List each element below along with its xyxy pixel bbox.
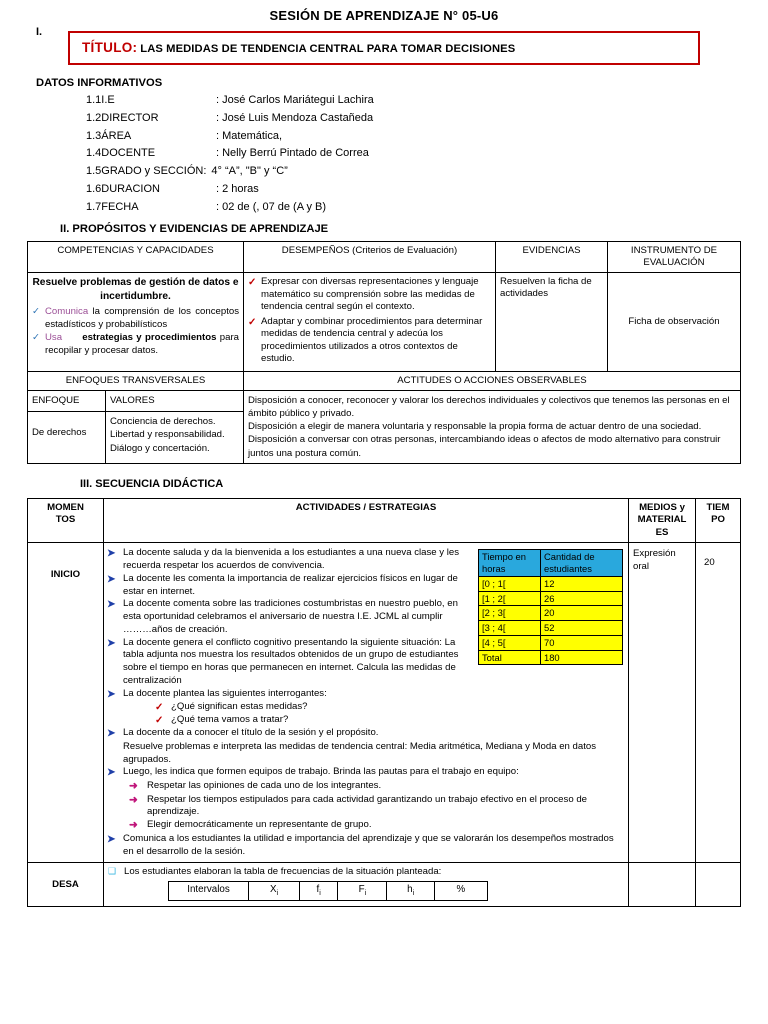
interval-value: 70 <box>541 635 623 650</box>
arrow-right-pink-icon: ➜ <box>129 819 138 832</box>
col-header-enfoques: ENFOQUES TRANSVERSALES <box>27 371 243 390</box>
desempeno-item <box>248 316 491 366</box>
interval-value: 26 <box>541 591 623 606</box>
check-red-icon: ✓ <box>155 715 164 727</box>
col-header-instrumento: INSTRUMENTO DE EVALUACIÓN <box>608 241 741 273</box>
table-row <box>479 576 623 591</box>
titulo-box <box>68 31 700 65</box>
table-row <box>27 390 740 411</box>
table-row <box>479 621 623 636</box>
col-header-actividades: ACTIVIDADES / ESTRATEGIAS <box>104 498 629 542</box>
col-header-cantidad-estudiantes: Cantidad de estudiantes <box>541 550 623 577</box>
datos-key: 1.5GRADO y SECCIÓN: <box>86 165 207 178</box>
activity-text: Comunica a los estudiantes la utilidad e importancia del aprendizaje y que se valorarán los desempeños mostrados en el desarrollo de la sesión. <box>123 832 614 857</box>
datos-row <box>86 110 768 128</box>
datos-value: : Matemática, <box>216 129 283 142</box>
table-row <box>479 606 623 621</box>
blank-frequency-table <box>168 881 488 901</box>
check-red-icon: ✓ <box>248 316 257 328</box>
datos-row <box>86 181 768 199</box>
datos-informativos-list <box>86 92 768 217</box>
cell-momento-inicio: INICIO <box>28 543 104 863</box>
capacidad-lead: Usa <box>45 332 63 344</box>
table-header-row <box>28 498 741 542</box>
datos-informativos-heading: DATOS INFORMATIVOS <box>36 77 163 89</box>
arrow-right-icon: ➤ <box>107 833 116 845</box>
page-title: SESIÓN DE APRENDIZAJE N° 05-U6 <box>269 8 499 23</box>
cell-momento-desa: DESA <box>28 863 104 907</box>
sub-header-enfoque: ENFOQUE <box>27 390 105 411</box>
total-label: Total <box>479 650 541 665</box>
datos-row <box>86 128 768 146</box>
arrow-right-icon: ➤ <box>107 599 116 611</box>
sub-header-valores: VALORES <box>105 390 243 411</box>
activity-item <box>108 866 624 879</box>
capacidad-lead: Comunica <box>45 305 89 317</box>
interval-label: [0 ; 1[ <box>479 576 541 591</box>
desempeno-text: Expresar con diversas representaciones y lenguaje matemático su comprensión sobre las medidas de tendencia central según el contexto. <box>261 276 479 313</box>
frequency-data-table <box>478 549 623 665</box>
datos-row <box>86 199 768 217</box>
datos-value: : 02 de (, 07 de (A y B) <box>216 200 327 213</box>
question-item <box>155 714 623 727</box>
cell-competencias <box>28 273 244 371</box>
cell-medios-desa <box>629 863 696 907</box>
pauta-text: Respetar las opiniones de cada uno de los integrantes. <box>147 779 382 791</box>
question-text: ¿Qué tema vamos a tratar? <box>171 714 289 726</box>
table-header-row <box>28 241 741 273</box>
secuencia-didactica-table <box>27 498 741 907</box>
capacidad-text <box>45 306 239 332</box>
check-red-icon: ✓ <box>248 277 257 289</box>
arrow-right-pink-icon: ➜ <box>129 779 138 792</box>
cell-evidencias: Resuelven la ficha de actividades <box>496 273 608 371</box>
datos-key: 1.7FECHA <box>86 200 139 213</box>
capacidad-item <box>32 306 239 332</box>
arrow-right-icon: ➤ <box>107 728 116 740</box>
cell-valores-value: Conciencia de derechos. Libertad y responsabilidad. Diálogo y concertación. <box>105 412 243 464</box>
table-header-row <box>27 371 740 390</box>
actitud-item: Disposición a elegir de manera voluntaria y responsable la propia forma de actuar dentro de una sociedad. <box>248 421 702 433</box>
interval-label: [4 ; 5[ <box>479 635 541 650</box>
enfoques-table <box>27 371 741 464</box>
section-ii-heading: II. PROPÓSITOS Y EVIDENCIAS DE APRENDIZAJE <box>60 222 329 235</box>
desempeno-text: Adaptar y combinar procedimientos para determinar medidas de tendencia central y adecúa los procedimientos utilizados a otros contextos de estudio. <box>261 315 483 365</box>
activity-text: La docente da a conocer el título de la sesión y el propósito. <box>123 727 379 739</box>
question-text: ¿Qué significan estas medidas? <box>171 700 308 712</box>
datos-value: : José Luis Mendoza Castañeda <box>216 111 374 124</box>
desempeno-item <box>248 276 491 313</box>
capacidad-mid: estrategias y procedimientos <box>82 332 217 344</box>
col-header-medios-l3: ES <box>655 526 669 538</box>
activity-item <box>107 598 470 636</box>
col-header-intervalos: Intervalos <box>169 882 249 901</box>
interval-label: [3 ; 4[ <box>479 621 541 636</box>
check-red-icon: ✓ <box>155 701 164 713</box>
activity-text: Luego, les indica que formen equipos de trabajo. Brinda las pautas para el trabajo en equipo: <box>123 766 519 778</box>
square-bullet-icon: ❑ <box>108 866 117 877</box>
arrow-right-icon: ➤ <box>107 637 116 649</box>
capacidad-rest: la comprensión de los conceptos estadísticos y probabilísticos <box>45 305 239 330</box>
activity-item <box>107 727 623 740</box>
cell-tiempo-inicio: 20 <box>696 543 741 863</box>
activity-text: La docente les comenta la importancia de realizar ejercicios físicos en lugar de estar en internet. <box>123 572 458 597</box>
competencia-title: Resuelve problemas de gestión de datos e incertidumbre. <box>32 277 239 302</box>
table-header-row <box>479 550 623 577</box>
pauta-text: Respetar los tiempos estipulados para cada actividad garantizando un trabajo efectivo en el proceso de aprendizaje. <box>147 793 587 818</box>
check-blue-icon: ✓ <box>32 305 40 317</box>
col-header-momentos-l2: TOS <box>55 514 76 526</box>
interval-label: [2 ; 3[ <box>479 606 541 621</box>
col-header-pct: % <box>434 882 487 901</box>
datos-key: 1.6DURACION <box>86 183 160 196</box>
datos-value: : 2 horas <box>216 183 259 196</box>
datos-key: 1.3ÁREA <box>86 129 132 142</box>
total-value: 180 <box>541 650 623 665</box>
pauta-item <box>129 780 623 794</box>
col-header-actitudes: ACTITUDES O ACCIONES OBSERVABLES <box>244 371 741 390</box>
table-row <box>479 591 623 606</box>
activity-item <box>107 573 470 599</box>
activity-item <box>107 637 470 688</box>
table-row-inicio <box>28 543 741 863</box>
col-header-tiempo-horas: Tiempo en horas <box>479 550 541 577</box>
arrow-right-icon: ➤ <box>107 573 116 585</box>
cell-actividades-inicio <box>104 543 629 863</box>
actitud-item: Disposición a conocer, reconocer y valorar los derechos individuales y colectivos que tenemos las personas en el ámbito público y privado. <box>248 394 730 419</box>
activity-text: La docente saluda y da la bienvenida a los estudiantes a una nueva clase y les recuerda respetar los acuerdos de convivencia. <box>123 547 460 572</box>
activity-item <box>107 547 470 573</box>
datos-key: 1.4DOCENTE <box>86 147 156 160</box>
activity-text: La docente comenta sobre las tradiciones costumbristas en nuestro pueblo, en esta oportunidad celebramos el aniversario de nuestra I.E. JCML al cumplir ………años de creación. <box>123 598 458 635</box>
arrow-right-pink-icon: ➜ <box>129 793 138 806</box>
cell-desempenos <box>244 273 496 371</box>
table-row <box>28 273 741 371</box>
col-header-medios <box>629 498 696 542</box>
pauta-text: Elegir democráticamente un representante de grupo. <box>147 819 372 831</box>
col-header-medios-l1: MEDIOS y <box>639 501 685 513</box>
check-blue-icon: ✓ <box>32 332 40 344</box>
datos-key: 1.2DIRECTOR <box>86 111 159 124</box>
interval-value: 12 <box>541 576 623 591</box>
col-header-desempenos: DESEMPEÑOS (Criterios de Evaluación) <box>244 241 496 273</box>
col-header-medios-l2: MATERIAL <box>637 514 687 526</box>
cell-medios-inicio: Expresión oral <box>629 543 696 863</box>
table-row-desa <box>28 863 741 907</box>
titulo-text: LAS MEDIDAS DE TENDENCIA CENTRAL PARA TOMAR DECISIONES <box>140 43 516 55</box>
activity-text: Los estudiantes elaboran la tabla de frecuencias de la situación planteada: <box>124 866 442 878</box>
datos-key: 1.1I.E <box>86 94 115 106</box>
col-header-tiempo-l1: TIEM <box>706 501 730 513</box>
competencias-table <box>27 241 741 372</box>
interval-label: [1 ; 2[ <box>479 591 541 606</box>
section-iii-heading: III. SECUENCIA DIDÁCTICA <box>80 477 224 490</box>
datos-row <box>86 145 768 163</box>
table-row-total <box>479 650 623 665</box>
col-header-Fi: $F_i$ <box>338 882 387 901</box>
interval-value: 20 <box>541 606 623 621</box>
cell-tiempo-desa <box>696 863 741 907</box>
datos-value: : Nelly Berrú Pintado de Correa <box>216 147 369 160</box>
arrow-right-icon: ➤ <box>107 548 116 560</box>
cell-actitudes <box>244 390 741 463</box>
actitud-item: Disposición a conversar con otras personas, intercambiando ideas o afectos de modo alternativo para construir juntos una postura común. <box>248 434 721 459</box>
col-header-xi: $X_i$ <box>249 882 300 901</box>
table-row <box>479 635 623 650</box>
arrow-right-icon: ➤ <box>107 767 116 779</box>
activity-item <box>107 766 623 779</box>
cell-enfoque-value: De derechos <box>27 412 105 464</box>
capacidad-rest: para recopilar y procesar datos. <box>45 332 240 356</box>
arrow-right-icon: ➤ <box>107 688 116 700</box>
section-numeral-i: I. <box>36 26 43 38</box>
pauta-item <box>129 819 623 833</box>
pauta-item <box>129 794 623 820</box>
activity-text: La docente plantea las siguientes interrogantes: <box>123 687 327 699</box>
col-header-tiempo-l2: PO <box>711 514 725 526</box>
col-header-evidencias: EVIDENCIAS <box>496 241 608 273</box>
col-header-fi: $f_i$ <box>300 882 338 901</box>
capacidad-item <box>32 332 239 358</box>
interval-value: 52 <box>541 621 623 636</box>
datos-row <box>86 163 768 181</box>
datos-row <box>86 92 768 110</box>
col-header-tiempo <box>696 498 741 542</box>
cell-instrumento: Ficha de observación <box>608 273 741 371</box>
activity-item <box>107 688 623 701</box>
col-header-momentos <box>28 498 104 542</box>
activity-item <box>107 833 623 859</box>
capacidad-text <box>45 332 239 358</box>
col-header-momentos-l1: MOMEN <box>47 501 84 513</box>
cell-actividades-desa <box>104 863 629 907</box>
titulo-label: TÍTULO: <box>82 40 138 55</box>
col-header-hi: $h_i$ <box>387 882 434 901</box>
table-header-row <box>169 882 488 901</box>
col-header-competencias: COMPETENCIAS Y CAPACIDADES <box>28 241 244 273</box>
activity-continuation: Resuelve problemas e interpreta las medidas de tendencia central: Media aritmética, Mediana y Moda en datos agrupados. <box>123 740 597 765</box>
activity-text: La docente genera el conflicto cognitivo presentando la siguiente situación: La tabla adjunta nos muestra los resultados obtenidos de un grupo de estudiantes sobre el tiempo en horas que permanecen en internet. Calcula las medidas de centralización <box>123 636 459 686</box>
datos-value: 4° “A”, "B" y “C” <box>211 165 288 178</box>
question-item <box>155 701 623 714</box>
datos-value: : José Carlos Mariátegui Lachira <box>216 94 374 106</box>
